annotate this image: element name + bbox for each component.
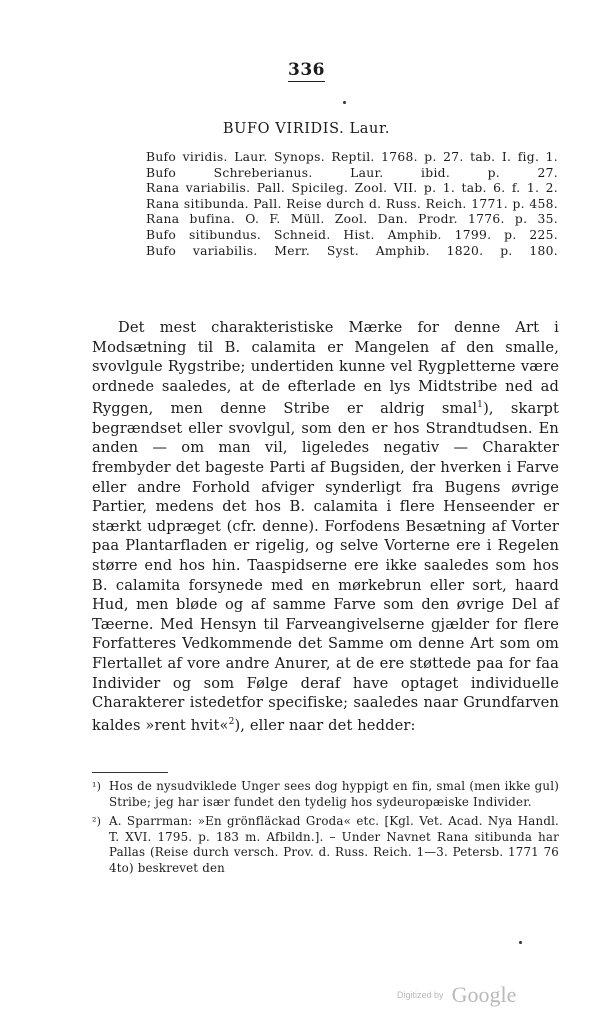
- watermark-prefix: Digitized by: [397, 990, 444, 1000]
- synonym-list: [146, 150, 558, 259]
- footnote-divider: [92, 772, 168, 773]
- species-title: BUFO VIRIDIS. Laur.: [222, 121, 391, 137]
- synonym-entry: Rana sitibunda. Pall. Reise durch d. Russ. Reich. 1771. p. 458.: [146, 196, 558, 211]
- watermark-brand: Google: [451, 982, 517, 1007]
- body-text-part-2: ), skarpt begrændset eller svovlgul, som den er hos Strandtudsen. En anden — om man vil, ligeledes negativ — Charakter frembyder det bageste Parti af Bugsiden, der hverken i Farve eller andre Forhold afviger synderligt fra Bugens øvrige Partier, medens det hos B. calamita i flere Henseender er stærkt udpræget (cfr. denne). Forfodens Besætning af Vorter paa Plantarfladen er rigelig, og selve Vorterne ere i Regelen større end hos hin. Taaspidserne ere ikke saaledes som hos B. calamita forsynede med en mørkebrun eller sort, haard Hud, men bløde og af samme Farve som den øvrige Del af Tæerne. Med Hensyn til Farveangivelserne gjælder for flere Forfatteres Vedkommende det Samme om denne Art som om Flertallet af vore andre Anurer, at de ere støttede paa for faa Individer og som Følge deraf have optaget individuelle Charakterer istedetfor specifiske; saaledes naar Grundfarven kaldes »rent hvit«: [92, 400, 559, 734]
- footnote-1: [92, 779, 559, 810]
- ink-speck: [519, 941, 522, 944]
- synonym-entry: Bufo Schreberianus. Laur. ibid. p. 27.: [146, 165, 558, 180]
- footnote-ref-1: 1: [477, 400, 484, 411]
- footnote-text: A. Sparrman: »En grönfläckad Groda« etc. [Kgl. Vet. Acad. Nya Handl. T. XVI. 1795. p. 183 m. Afbildn.]. – Under Navnet Rana sitibunda har Pallas (Reise durch versch. Prov. d. Russ. Reich. 1—3. Petersb. 1771 76 4to) beskrevet den: [109, 814, 559, 875]
- ink-speck: [343, 101, 346, 104]
- page-number-text: 336: [288, 60, 325, 80]
- body-text-part-1: Det mest charakteristiske Mærke for denne Art i Modsætning til B. calamita er Mangelen af den smalle, svovlgule Rygstribe; undertiden kunne vel Rygpletterne være ordnede saaledes, at de efterlade en lys Midtstribe ned ad Ryggen, men denne Stribe er aldrig smal: [92, 319, 559, 418]
- synonym-entry: Bufo sitibundus. Schneid. Hist. Amphib. 1799. p. 225.: [146, 227, 558, 242]
- footnotes: [92, 779, 559, 881]
- synonym-entry: Rana variabilis. Pall. Spicileg. Zool. VII. p. 1. tab. 6. f. 1. 2.: [146, 181, 558, 196]
- page-number: [0, 60, 613, 80]
- footnote-mark: ¹): [92, 780, 102, 793]
- synonym-entry: Rana bufina. O. F. Müll. Zool. Dan. Prodr. 1776. p. 35.: [146, 212, 558, 227]
- footnote-ref-2: 2: [228, 716, 235, 727]
- body-paragraph: [92, 318, 559, 735]
- footnote-text: Hos de nysudviklede Unger sees dog hyppigt en fin, smal (men ikke gul) Stribe; jeg har især fundet den tydelig hos sydeuropæiske Individer.: [109, 779, 559, 809]
- footnote-2: [92, 814, 559, 876]
- synonym-entry: Bufo viridis. Laur. Synops. Reptil. 1768. p. 27. tab. I. fig. 1.: [146, 150, 558, 164]
- digitized-watermark: [397, 982, 516, 1008]
- footnote-mark: ²): [92, 815, 102, 829]
- body-text-part-3: ), eller naar det hedder:: [234, 716, 416, 734]
- synonym-entry: Bufo variabilis. Merr. Syst. Amphib. 1820. p. 180.: [146, 243, 558, 258]
